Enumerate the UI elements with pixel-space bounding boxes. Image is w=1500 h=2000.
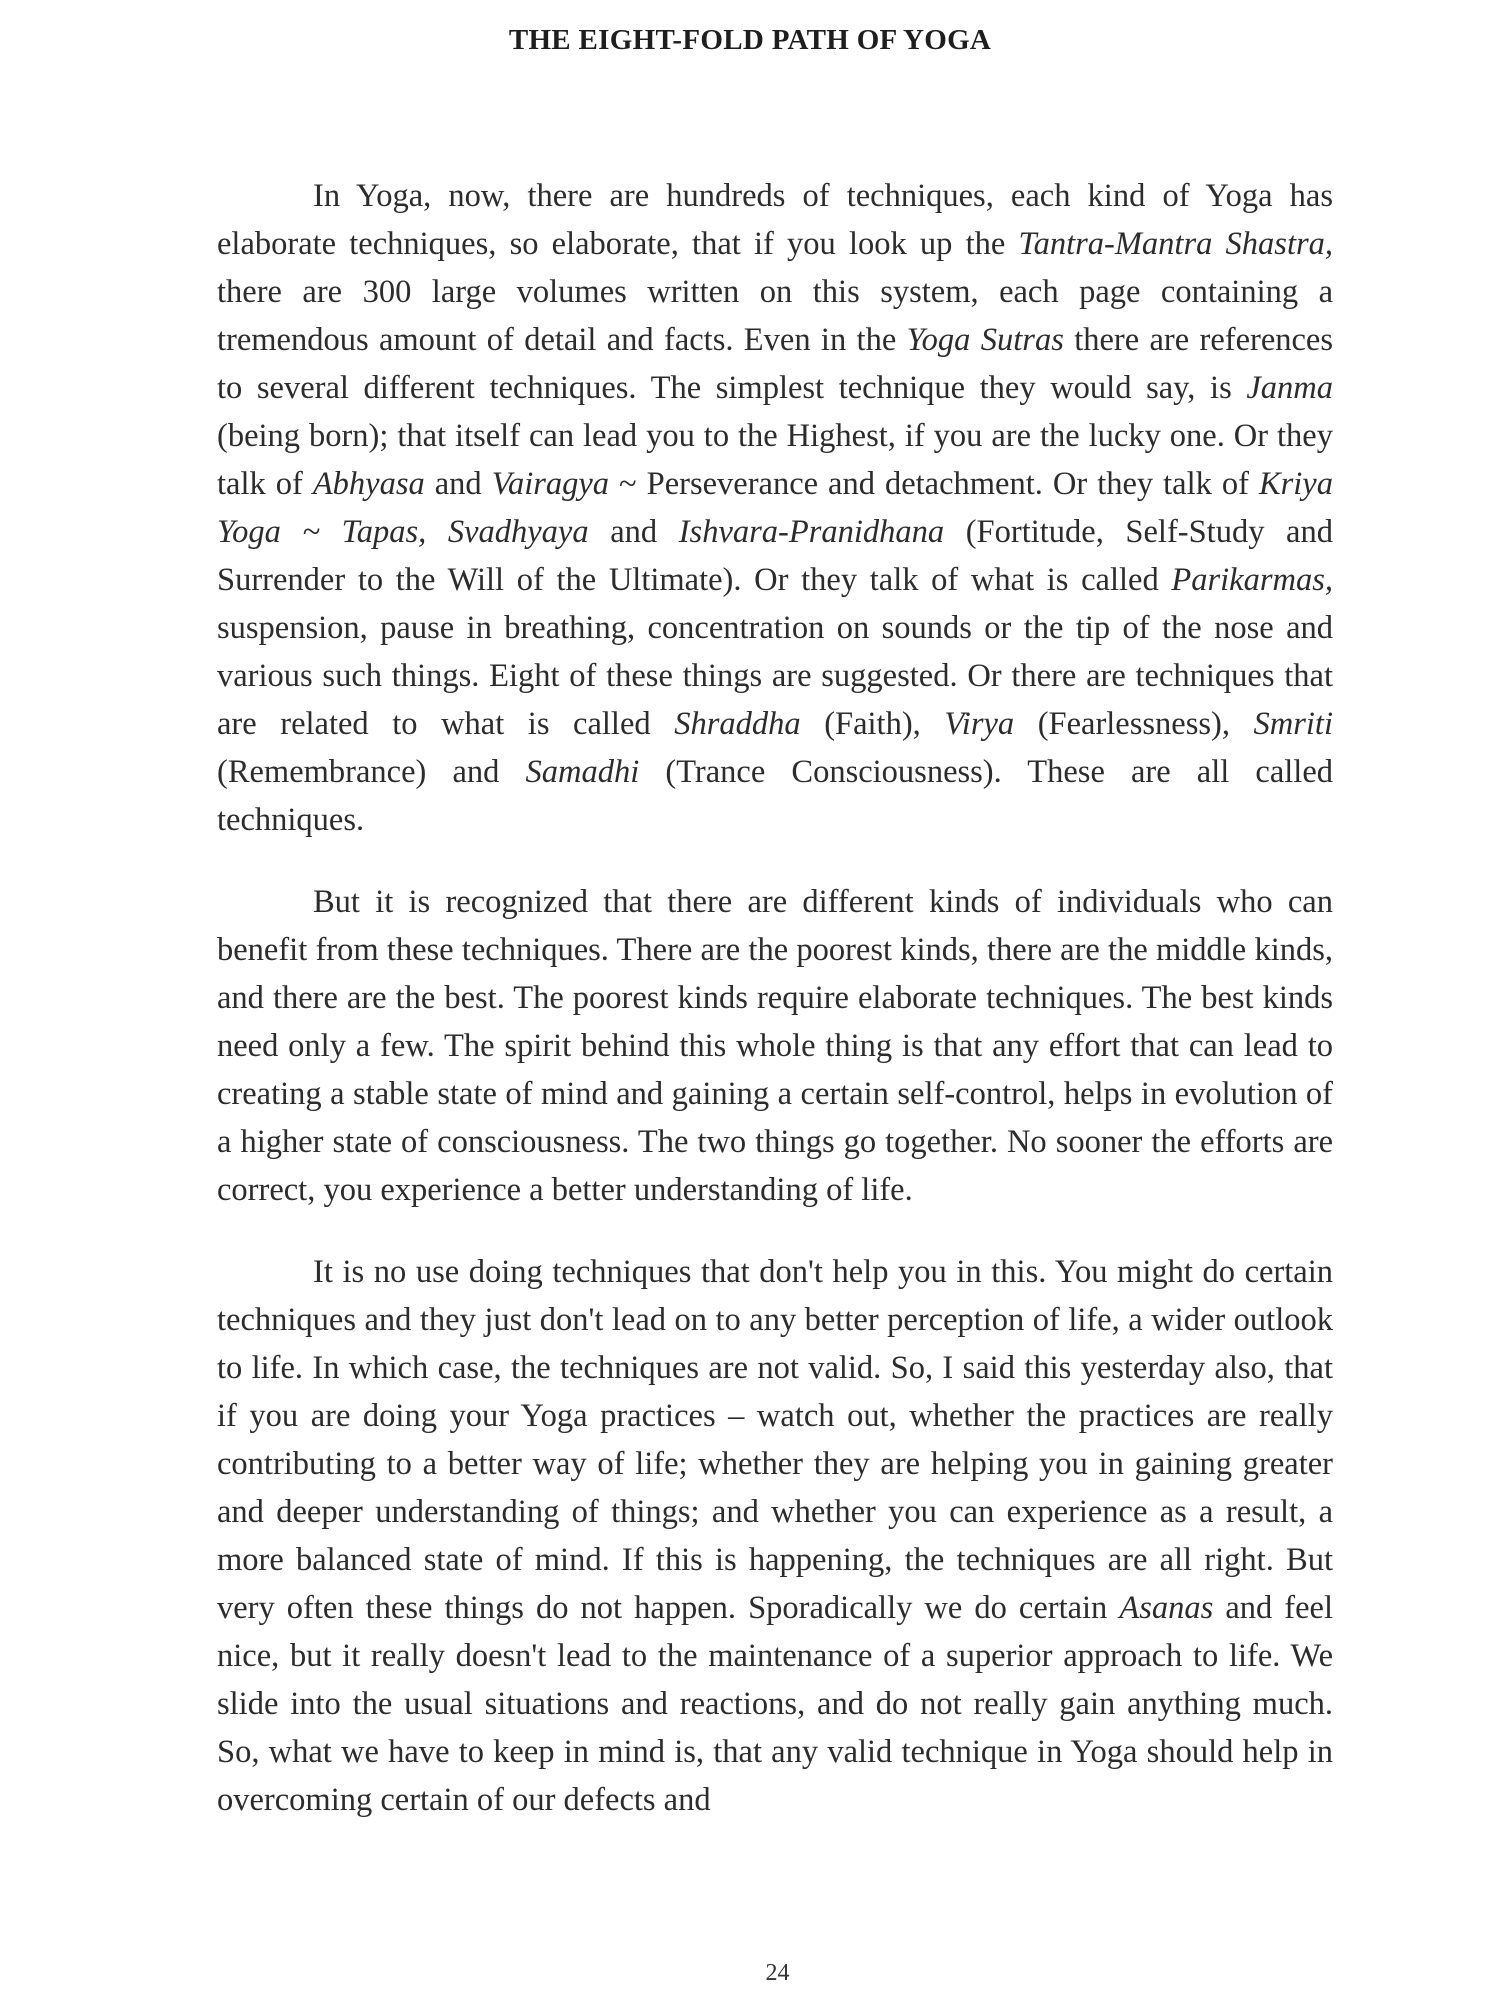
italic-term: Vairagya xyxy=(491,466,610,502)
italic-term: Ishvara-Pranidhana xyxy=(678,514,945,550)
page-number: 24 xyxy=(765,1960,790,1986)
paragraph xyxy=(217,1248,1333,1824)
text-run: (Remembrance) and xyxy=(217,754,526,790)
italic-term: Parikarmas, xyxy=(1171,562,1333,598)
text-run: (Faith), xyxy=(800,706,945,742)
text-run: ~ Perseverance and detachment. Or they talk of xyxy=(609,466,1259,502)
italic-term: Samadhi xyxy=(525,754,640,790)
italic-term: Smriti xyxy=(1253,706,1333,742)
italic-term: Asanas xyxy=(1119,1590,1214,1626)
text-run: suspension, pause in breathing, concentration on sounds or the tip of the nose and various such things. Eight of these things are suggested. Or there are techniques that are related to what is called xyxy=(217,610,1333,742)
text-run: (being born); that itself can lead you to the Highest, if you are the lucky one. Or they talk of xyxy=(217,418,1333,502)
italic-term: Shraddha xyxy=(674,706,801,742)
text-run: and xyxy=(588,514,679,550)
italic-term: Janma xyxy=(1246,370,1333,406)
text-run: But it is recognized that there are different kinds of individuals who can benefit from these techniques. There are the poorest kinds, there are the middle kinds, and there are the best. The poorest kinds require elaborate techniques. The best kinds need only a few. The spirit behind this whole thing is that any effort that can lead to creating a stable state of mind and gaining a certain self-control, helps in evolution of a higher state of consciousness. The two things go together. No sooner the efforts are correct, you experience a better understanding of life. xyxy=(217,884,1333,1208)
text-run: It is no use doing techniques that don't help you in this. You might do certain techniques and they just don't lead on to any better perception of life, a wider outlook to life. In which case, the techniques are not valid. So, I said this yesterday also, that if you are doing your Yoga practices – watch out, whether the practices are really contributing to a better way of life; whether they are helping you in gaining greater and deeper understanding of things; and whether you can experience as a result, a more balanced state of mind. If this is happening, the techniques are all right. But very often these things do not happen. Sporadically we do certain xyxy=(217,1254,1333,1626)
text-run: (Fortitude, Self-Study and Surrender to the Will of the Ultimate). Or they talk of what is called xyxy=(217,514,1333,598)
paragraph xyxy=(217,172,1333,844)
italic-term: Yoga Sutras xyxy=(906,322,1064,358)
text-run: In Yoga, now, there are hundreds of techniques, each kind of Yoga has elaborate techniques, so elaborate, that if you look up the xyxy=(217,178,1333,262)
text-run: and feel nice, but it really doesn't lead to the maintenance of a superior approach to life. We slide into the usual situations and reactions, and do not really gain anything much. So, what we have to keep in mind is, that any valid technique in Yoga should help in overcoming certain of our defects and xyxy=(217,1590,1333,1818)
text-run: (Trance Consciousness). These are all called techniques. xyxy=(217,754,1333,838)
text-run: there are 300 large volumes written on this system, each page containing a tremendous amount of detail and facts. Even in the xyxy=(217,274,1333,358)
italic-term: Abhyasa xyxy=(312,466,425,502)
text-run: (Fearlessness), xyxy=(1014,706,1254,742)
italic-term: Kriya Yoga ~ Tapas, Svadhyaya xyxy=(217,466,1333,550)
paragraph xyxy=(217,878,1333,1214)
running-head-title: THE EIGHT-FOLD PATH OF YOGA xyxy=(508,24,992,56)
text-run: there are references to several different techniques. The simplest technique they would say, is xyxy=(217,322,1333,406)
body-text xyxy=(217,172,1333,1824)
italic-term: Tantra-Mantra Shastra, xyxy=(1018,226,1333,262)
italic-term: Virya xyxy=(944,706,1015,742)
text-run: and xyxy=(424,466,492,502)
